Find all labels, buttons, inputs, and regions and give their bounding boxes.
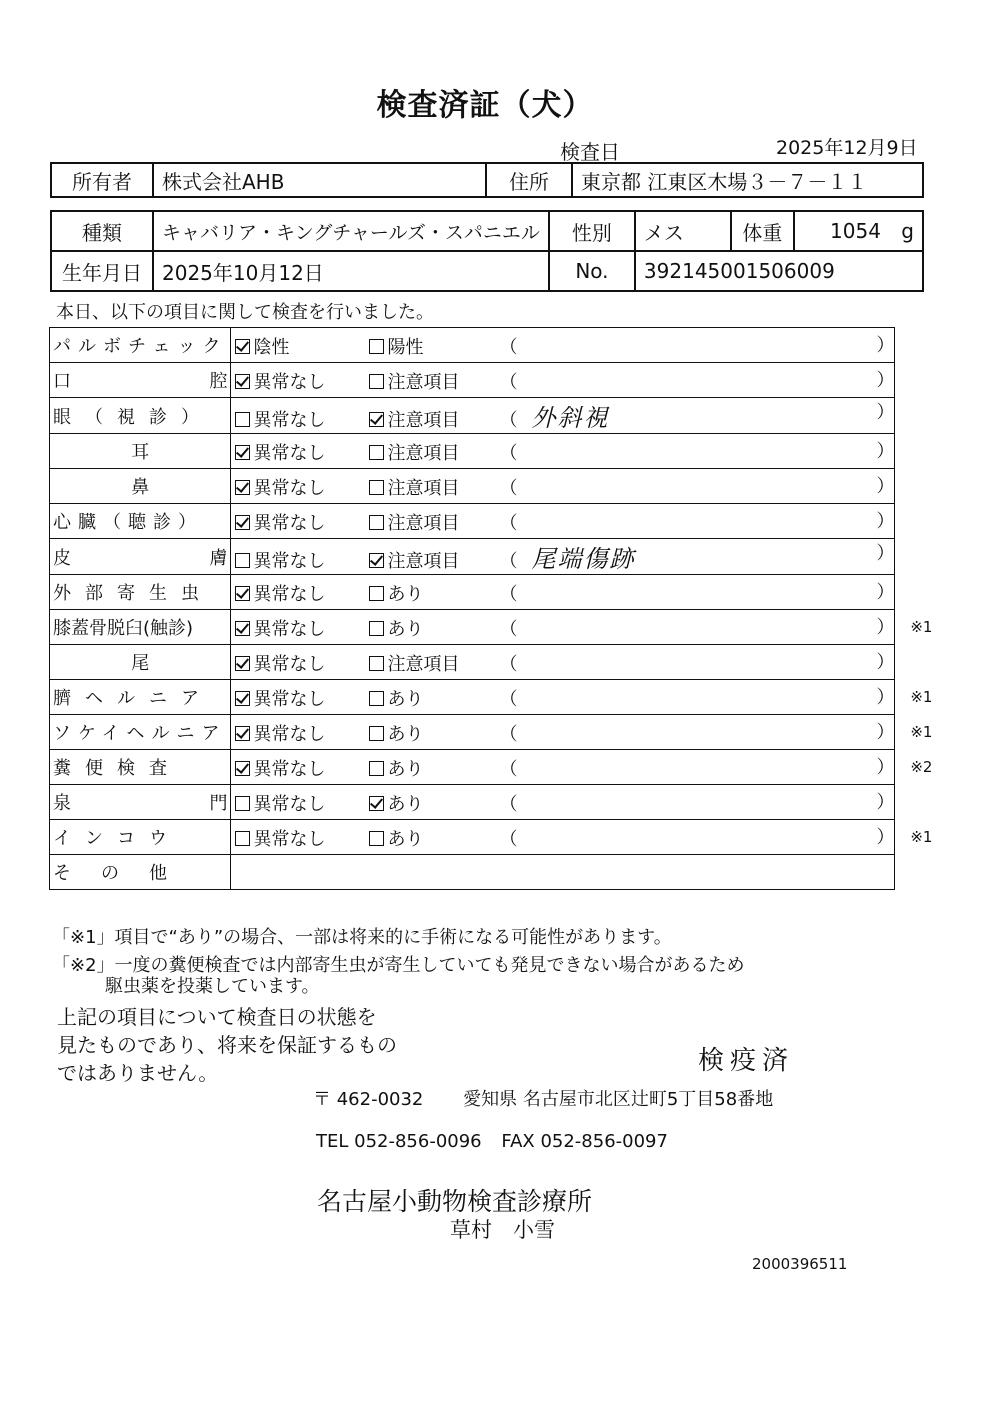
checkbox-icon[interactable] xyxy=(235,691,250,706)
option-attention-label: 注意項目 xyxy=(387,443,460,464)
exam-items-table xyxy=(49,327,933,890)
exam-options xyxy=(231,328,895,363)
close-paren: ） xyxy=(876,370,895,391)
close-paren: ） xyxy=(876,511,895,532)
option-attention-label: 陽性 xyxy=(387,337,424,358)
table-row xyxy=(50,715,895,750)
close-paren: ） xyxy=(876,582,895,603)
exam-options xyxy=(231,645,895,680)
remarks-field xyxy=(499,437,894,465)
table-row xyxy=(50,750,895,785)
table-row xyxy=(50,539,895,575)
table-row-other xyxy=(50,855,895,890)
birth-label: 生年月日 xyxy=(51,251,153,291)
weight-unit: g xyxy=(901,219,914,243)
option-attention[interactable] xyxy=(369,547,499,573)
remarks-field xyxy=(499,507,894,535)
intro-text: 本日、以下の項目に関して検査を行いました。 xyxy=(56,302,434,323)
owner-value: 株式会社AHB xyxy=(153,163,486,197)
open-paren: （ 尾端傷跡 xyxy=(499,545,636,573)
option-attention-label: あり xyxy=(387,829,424,850)
table-row xyxy=(50,363,895,398)
option-normal[interactable] xyxy=(231,580,369,606)
option-attention[interactable] xyxy=(369,755,499,781)
option-attention[interactable] xyxy=(369,650,499,676)
checkbox-icon[interactable] xyxy=(369,691,384,706)
checkbox-icon[interactable] xyxy=(369,796,384,811)
open-paren: （ 外斜視 xyxy=(499,404,610,432)
fax: FAX 052-856-0097 xyxy=(501,1131,668,1152)
option-attention-label: あり xyxy=(387,619,424,640)
quarantine-stamp: 検疫済 xyxy=(698,1046,795,1076)
open-paren: （ xyxy=(499,829,518,850)
option-normal[interactable] xyxy=(231,368,369,394)
exam-item-label xyxy=(50,715,231,750)
checkbox-icon[interactable] xyxy=(235,656,250,671)
close-paren: ） xyxy=(876,543,895,564)
checkbox-icon[interactable] xyxy=(369,480,384,495)
breed-label: 種類 xyxy=(51,211,153,251)
other-label-text: その他 xyxy=(53,863,197,884)
table-row xyxy=(50,680,895,715)
exam-options xyxy=(231,610,933,645)
close-paren: ） xyxy=(876,792,895,813)
checkbox-icon[interactable] xyxy=(369,553,384,568)
option-normal-label: 異常なし xyxy=(253,689,326,710)
option-normal-label: 陰性 xyxy=(253,337,290,358)
checkbox-icon[interactable] xyxy=(369,656,384,671)
checkbox-icon[interactable] xyxy=(369,374,384,389)
option-attention-label: 注意項目 xyxy=(387,410,460,431)
exam-options xyxy=(231,680,933,715)
table-row xyxy=(50,610,895,645)
exam-item-text: 心臓（聴診） xyxy=(53,512,203,533)
table-row xyxy=(50,575,895,610)
close-paren: ） xyxy=(876,476,895,497)
option-normal[interactable] xyxy=(231,333,369,359)
exam-item-text: ソケイヘルニア xyxy=(53,723,227,744)
exam-item-label xyxy=(50,750,231,785)
exam-options xyxy=(231,539,895,575)
option-attention[interactable] xyxy=(369,439,499,465)
weight-cell xyxy=(794,211,923,251)
remarks-field xyxy=(499,472,894,500)
close-paren: ） xyxy=(876,617,895,638)
exam-item-char: 門 xyxy=(209,793,228,814)
option-attention-label: あり xyxy=(387,794,424,815)
option-attention-label: あり xyxy=(387,724,424,745)
remarks-field xyxy=(499,648,894,676)
checkbox-icon[interactable] xyxy=(235,339,250,354)
option-attention[interactable] xyxy=(369,790,499,816)
exam-item-char: 膚 xyxy=(209,547,228,569)
exam-item-text: 尾 xyxy=(131,653,150,674)
option-attention[interactable] xyxy=(369,509,499,535)
exam-item-text: 糞便検査 xyxy=(53,758,181,779)
exam-item-label xyxy=(50,575,231,610)
option-normal-label: 異常なし xyxy=(253,443,326,464)
exam-date: 2025年12月9日 xyxy=(776,137,918,159)
owner-label: 所有者 xyxy=(51,163,153,197)
sex-label: 性別 xyxy=(549,211,635,251)
close-paren: ） xyxy=(876,402,895,423)
exam-item-label xyxy=(50,610,231,645)
exam-item-text: 鼻 xyxy=(131,477,150,498)
option-normal[interactable] xyxy=(231,547,369,573)
remarks-field xyxy=(499,398,894,433)
dog-info-table xyxy=(50,210,924,292)
document-title: 検査済証（犬） xyxy=(376,88,594,123)
exam-options xyxy=(231,398,895,434)
exam-item-label xyxy=(50,434,231,469)
open-paren: （ xyxy=(499,654,518,675)
open-paren: （ xyxy=(499,513,518,534)
checkbox-icon[interactable] xyxy=(369,445,384,460)
open-paren: （ xyxy=(499,619,518,640)
no-label: No. xyxy=(549,251,635,291)
footnote-2b: 駆虫薬を投薬しています。 xyxy=(105,976,320,997)
close-paren: ） xyxy=(876,722,895,743)
no-value: 392145001506009 xyxy=(635,251,923,291)
table-row xyxy=(50,434,895,469)
breed-value: キャバリア・キングチャールズ・スパニエル xyxy=(153,211,549,251)
remarks-field xyxy=(499,718,894,746)
option-normal[interactable] xyxy=(231,615,369,641)
option-normal-label: 異常なし xyxy=(253,724,326,745)
exam-item-text: 耳 xyxy=(131,442,150,463)
statement-line-2: 見たものであり、将来を保証するもの xyxy=(57,1033,397,1057)
option-attention-label: あり xyxy=(387,759,424,780)
option-normal[interactable] xyxy=(231,439,369,465)
table-row xyxy=(50,785,895,820)
checkbox-icon[interactable] xyxy=(369,412,384,427)
exam-item-char: 腔 xyxy=(209,371,228,392)
open-paren: （ xyxy=(499,372,518,393)
footnote-mark: ※1 xyxy=(910,618,933,636)
exam-item-text: 膝蓋骨脱臼(触診) xyxy=(53,618,194,639)
option-attention[interactable] xyxy=(369,685,499,711)
remarks-field xyxy=(499,613,894,641)
weight-value: 1054 xyxy=(830,219,881,243)
open-paren: （ xyxy=(499,337,518,358)
sex-value: メス xyxy=(635,211,731,251)
checkbox-icon[interactable] xyxy=(235,480,250,495)
exam-item-char: 皮 xyxy=(53,547,71,569)
option-normal-label: 異常なし xyxy=(253,478,326,499)
option-attention-label: あり xyxy=(387,584,424,605)
option-normal-label: 異常なし xyxy=(253,513,326,534)
statement-line-3: ではありません。 xyxy=(57,1061,219,1085)
footnote-1: 「※1」項目で“あり”の場合、一部は将来的に手術になる可能性があります。 xyxy=(52,927,672,948)
open-paren: （ xyxy=(499,443,518,464)
weight-label: 体重 xyxy=(731,211,794,251)
remarks-field xyxy=(499,578,894,606)
contact-line xyxy=(316,1131,668,1152)
exam-options xyxy=(231,785,895,820)
option-normal-label: 異常なし xyxy=(253,410,326,431)
checkbox-icon[interactable] xyxy=(235,374,250,389)
exam-item-label xyxy=(50,469,231,504)
handwritten-note: 尾端傷跡 xyxy=(531,545,636,573)
exam-date-label: 検査日 xyxy=(560,140,620,164)
option-normal-label: 異常なし xyxy=(253,759,326,780)
exam-options xyxy=(231,469,895,504)
option-normal[interactable] xyxy=(231,790,369,816)
option-normal-label: 異常なし xyxy=(253,829,326,850)
option-normal[interactable] xyxy=(231,755,369,781)
address-value: 東京都 江東区木場３－７－１１ xyxy=(572,163,923,197)
open-paren: （ xyxy=(499,689,518,710)
table-row xyxy=(50,820,895,855)
clinic-address: 愛知県 名古屋市北区辻町5丁目58番地 xyxy=(463,1089,774,1110)
exam-item-label xyxy=(50,398,231,434)
table-row xyxy=(50,504,895,539)
option-attention-label: 注意項目 xyxy=(387,654,460,675)
checkbox-icon[interactable] xyxy=(369,761,384,776)
exam-item-label xyxy=(50,539,231,575)
open-paren: （ xyxy=(499,584,518,605)
exam-item-label xyxy=(50,645,231,680)
exam-item-char: 泉 xyxy=(53,793,71,814)
option-normal-label: 異常なし xyxy=(253,372,326,393)
open-paren: （ xyxy=(499,794,518,815)
option-normal[interactable] xyxy=(231,685,369,711)
other-label xyxy=(50,855,231,890)
exam-item-text: 眼（視診） xyxy=(53,406,213,428)
close-paren: ） xyxy=(876,827,895,848)
checkbox-icon[interactable] xyxy=(235,761,250,776)
close-paren: ） xyxy=(876,757,895,778)
clinic-name: 名古屋小動物検査診療所 xyxy=(317,1187,593,1216)
address-label: 住所 xyxy=(486,163,572,197)
checkbox-icon[interactable] xyxy=(235,515,250,530)
checkbox-icon[interactable] xyxy=(235,412,250,427)
option-attention[interactable] xyxy=(369,406,499,432)
checkbox-icon[interactable] xyxy=(369,339,384,354)
checkbox-icon[interactable] xyxy=(369,726,384,741)
checkbox-icon[interactable] xyxy=(369,515,384,530)
option-attention-label: 注意項目 xyxy=(387,513,460,534)
close-paren: ） xyxy=(876,652,895,673)
option-normal[interactable] xyxy=(231,720,369,746)
exam-options xyxy=(231,504,895,539)
exam-item-label xyxy=(50,785,231,820)
exam-item-text: インコウ xyxy=(53,828,181,849)
option-attention[interactable] xyxy=(369,333,499,359)
option-attention[interactable] xyxy=(369,580,499,606)
option-attention-label: 注意項目 xyxy=(387,478,460,499)
close-paren: ） xyxy=(876,687,895,708)
exam-item-text: 外部寄生虫 xyxy=(53,583,213,604)
remarks-field xyxy=(499,788,894,816)
exam-options xyxy=(231,363,895,398)
checkbox-icon[interactable] xyxy=(369,586,384,601)
vet-name: 草村 小雪 xyxy=(450,1218,555,1242)
open-paren: （ xyxy=(499,724,518,745)
remarks-field xyxy=(499,753,894,781)
checkbox-icon[interactable] xyxy=(235,586,250,601)
footnote-2: 「※2」一度の糞便検査では内部寄生虫が寄生していても発見できない場合があるため xyxy=(52,955,745,976)
option-normal[interactable] xyxy=(231,650,369,676)
close-paren: ） xyxy=(876,335,895,356)
checkbox-icon[interactable] xyxy=(235,445,250,460)
exam-options xyxy=(231,820,933,855)
footnote-mark: ※1 xyxy=(910,688,933,706)
statement-line-1: 上記の項目について検査日の状態を xyxy=(57,1005,377,1029)
option-attention[interactable] xyxy=(369,368,499,394)
tel: TEL 052-856-0096 xyxy=(316,1131,482,1152)
checkbox-icon[interactable] xyxy=(369,831,384,846)
footnote-mark: ※1 xyxy=(910,828,933,846)
footnote-mark: ※2 xyxy=(910,758,933,776)
table-row xyxy=(50,328,895,363)
option-normal-label: 異常なし xyxy=(253,794,326,815)
option-normal-label: 異常なし xyxy=(253,551,326,572)
exam-item-label xyxy=(50,504,231,539)
open-paren: （ xyxy=(499,759,518,780)
checkbox-icon[interactable] xyxy=(235,831,250,846)
footnote-mark: ※1 xyxy=(910,723,933,741)
checkbox-icon[interactable] xyxy=(235,621,250,636)
table-row xyxy=(50,398,895,434)
option-normal[interactable] xyxy=(231,825,369,851)
option-normal[interactable] xyxy=(231,509,369,535)
remarks-field xyxy=(499,366,894,394)
option-attention[interactable] xyxy=(369,474,499,500)
birth-value: 2025年10月12日 xyxy=(153,251,549,291)
exam-options xyxy=(231,715,933,750)
option-normal[interactable] xyxy=(231,474,369,500)
close-paren: ） xyxy=(876,441,895,462)
checkbox-icon[interactable] xyxy=(235,553,250,568)
option-attention-label: 注意項目 xyxy=(387,551,460,572)
other-field[interactable] xyxy=(231,855,895,890)
owner-table xyxy=(50,162,924,198)
exam-item-text: パルボチェック xyxy=(53,336,228,357)
option-attention-label: 注意項目 xyxy=(387,372,460,393)
exam-item-label xyxy=(50,820,231,855)
clinic-address-line xyxy=(313,1085,773,1111)
exam-item-label xyxy=(50,363,231,398)
exam-options xyxy=(231,750,933,785)
checkbox-icon[interactable] xyxy=(369,621,384,636)
checkbox-icon[interactable] xyxy=(235,796,250,811)
table-row xyxy=(50,645,895,680)
table-row xyxy=(50,469,895,504)
option-normal[interactable] xyxy=(231,406,369,432)
remarks-field xyxy=(499,823,894,851)
exam-item-label xyxy=(50,328,231,363)
exam-options xyxy=(231,434,895,469)
postal-code: 〒 462-0032 xyxy=(313,1089,424,1110)
open-paren: （ xyxy=(499,478,518,499)
exam-item-label xyxy=(50,680,231,715)
exam-item-text: 臍ヘルニア xyxy=(53,688,213,709)
handwritten-note: 外斜視 xyxy=(531,404,610,432)
option-normal-label: 異常なし xyxy=(253,619,326,640)
option-attention[interactable] xyxy=(369,720,499,746)
option-attention[interactable] xyxy=(369,615,499,641)
remarks-field xyxy=(499,683,894,711)
option-attention-label: あり xyxy=(387,689,424,710)
disclaimer-statement xyxy=(57,1003,397,1087)
option-attention[interactable] xyxy=(369,825,499,851)
option-normal-label: 異常なし xyxy=(253,584,326,605)
serial-number: 2000396511 xyxy=(752,1255,848,1273)
option-normal-label: 異常なし xyxy=(253,654,326,675)
remarks-field xyxy=(499,331,894,359)
remarks-field xyxy=(499,539,894,574)
checkbox-icon[interactable] xyxy=(235,726,250,741)
exam-item-char: 口 xyxy=(53,371,71,392)
exam-options xyxy=(231,575,895,610)
